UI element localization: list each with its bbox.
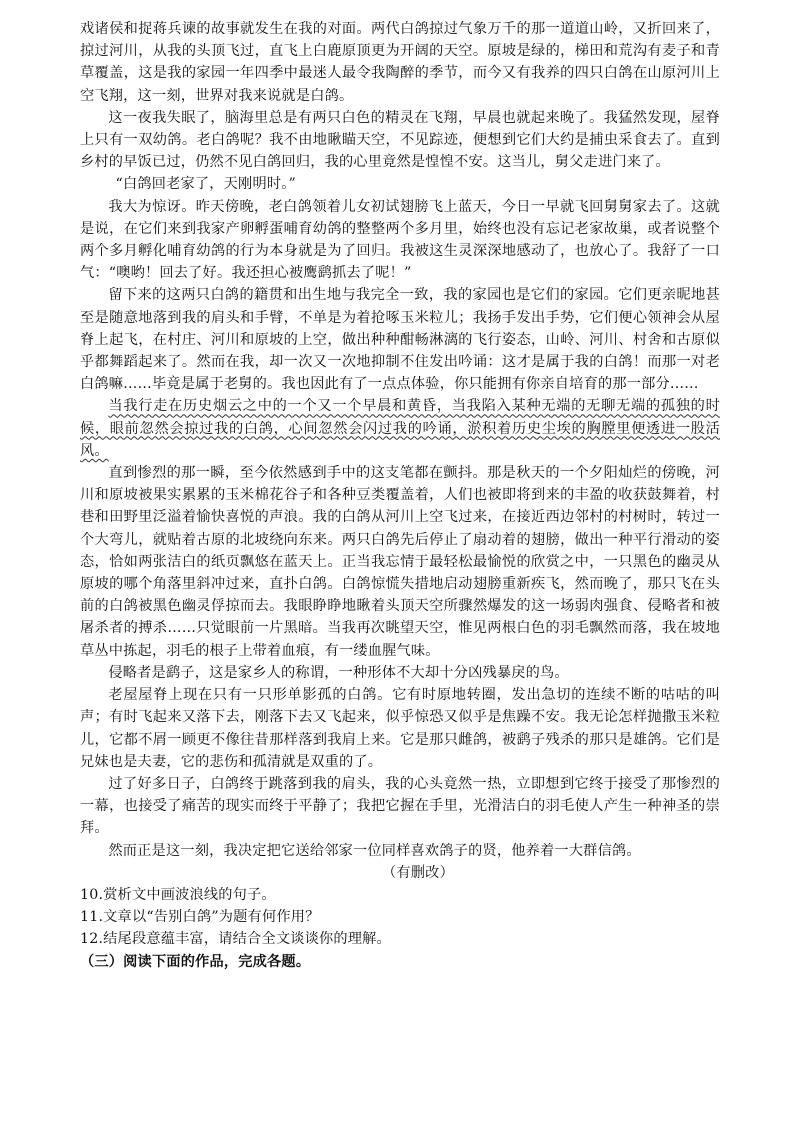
wavy-underlined-sentence: 当我行走在历史烟云之中的一个又一个早晨和黄昏，当我陷入某种无端的无聊无端的孤独的时候，眼前忽然会掠过我的白鸽，心间忽然会闪过我的吟诵，淤积着历史尘埃的胸膛里便透进一股活风。 [80,398,720,459]
wavy-underlined-paragraph [80,395,720,462]
paragraph: 戏诸侯和捉蒋兵谏的故事就发生在我的对面。两代白鸽掠过气象万千的那一道道山岭，又折回来了，掠过河川，从我的头顶飞过，直飞上白鹿原顶更为开阔的天空。原坡是绿的，梯田和荒沟有麦子和青草覆盖，这是我的家园一年四季中最迷人最令我陶醉的季节，而今又有我养的四只白鸽在山原河川上空飞翔，这一刻，世界对我来说就是白鸽。 [80,21,720,104]
paragraph: 留下来的这两只白鸽的籍贯和出生地与我完全一致，我的家园也是它们的家园。它们更亲昵地甚至是随意地落到我的肩头和手臂，不单是为着抢啄玉米粒儿；我扬手发出手势，它们便心领神会从屋脊上起飞，在村庄、河川和原坡的上空，做出种种酣畅淋漓的飞行姿态，山岭、河川、村舍和古原似乎都舞蹈起来了。然而在我，却一次又一次地抑制不住发出吟诵：这才是属于我的白鸽！而那一对老白鸽嘛……毕竟是属于老舅的。我也因此有了一点点体验，你只能拥有你亲自培育的那一部分…… [80,287,720,393]
paragraph-quote: “白鸽回老家了，天刚明时。” [115,176,296,193]
edit-note: （有删改） [382,864,454,881]
paragraph: 我大为惊讶。昨天傍晚，老白鸽领着儿女初试翅膀飞上蓝天，今日一早就飞回舅舅家去了。这就是说，在它们来到我家产卵孵蛋哺育幼鸽的整整两个多月里，始终也没有忘记老家故巢，或者说整个两个多月孵化哺育幼鸽的行为本身就是为了回归。我被这生灵深深地感动了，也放心了。我舒了一口气：“噢哟！回去了好。我还担心被鹰鹞抓去了呢！” [80,198,720,282]
question-12: 12.结尾段意蕴丰富，请结合全文谈谈你的理解。 [80,931,391,948]
paragraph: 这一夜我失眠了，脑海里总是有两只白色的精灵在飞翔，早晨也就起来晚了。我猛然发现，屋脊上只有一双幼鸽。老白鸽呢？我不由地瞅瞄天空，不见踪迹，便想到它们大约是捕虫采食去了。直到乡村的早饭已过，仍然不见白鸽回归，我的心里竟然是惶惶不安。这当儿，舅父走进门来了。 [80,109,720,171]
paragraph: 然而正是这一刻，我决定把它送给邻家一位同样喜欢鸽子的贤，他养着一大群信鸽。 [108,842,641,859]
paragraph: 直到惨烈的那一瞬，至今依然感到手中的这支笔都在颤抖。那是秋天的一个夕阳灿烂的傍晚，河川和原坡被果实累累的玉米棉花谷子和各种豆类覆盖着，人们也被即将到来的丰盈的收获鼓舞着，村巷和田野里泛溢着愉快喜悦的声浪。我的白鸽从河川上空飞过来，在接近西边邻村的村树时，转过一个大弯儿，就贴着古原的北坡绕向东来。两只白鸽先后停止了扇动着的翅膀，做出一种平行滑动的姿态，恰如两张洁白的纸页飘悠在蓝天上。正当我忘情于最轻松最愉悦的欣赏之中，一只黑色的幽灵从原坡的哪个角落里斜冲过来，直扑白鸽。白鸽惊慌失措地启动翅膀重新疾飞，然而晚了，那只飞在头前的白鸽被黑色幽灵俘掠而去。我眼睁睁地瞅着头顶天空所骤然爆发的这一场弱肉强食、侵略者和被屠杀者的搏杀……只觉眼前一片黑暗。当我再次眺望天空，惟见两根白色的羽毛飘然而落，我在坡地草丛中拣起，羽毛的根子上带着血痕，有一缕血腥气味。 [80,465,720,659]
paragraph: 过了好多日子，白鸽终于跳落到我的肩头，我的心头竟然一热，立即想到它终于接受了那惨烈的一幕，也接受了痛苦的现实而终于平静了；我把它握在手里，光滑洁白的羽毛使人产生一种神圣的崇拜。 [80,775,720,837]
question-11: 11.文章以“告别白鸽”为题有何作用？ [80,909,320,926]
document-page [80,18,720,973]
paragraph: 老屋屋脊上现在只有一只形单影孤的白鸽。它有时原地转圈，发出急切的连续不断的咕咕的叫声；有时飞起来又落下去，刚落下去又飞起来，似乎惊恐又似乎是焦躁不安。我无论怎样抛撒玉米粒儿，它都不屑一顾更不像往昔那样落到我肩上来。它是那只雌鸽，被鹞子残杀的那只是雄鸽。它们是兄妹也是夫妻，它的悲伤和孤清就是双重的了。 [80,687,720,770]
question-10: 10.赏析文中画波浪线的句子。 [80,886,276,903]
section-heading: （三）阅读下面的作品，完成各题。 [80,953,311,970]
paragraph: 侵略者是鹞子，这是家乡人的称谓，一种形体不大却十分凶残暴戾的鸟。 [108,664,569,681]
